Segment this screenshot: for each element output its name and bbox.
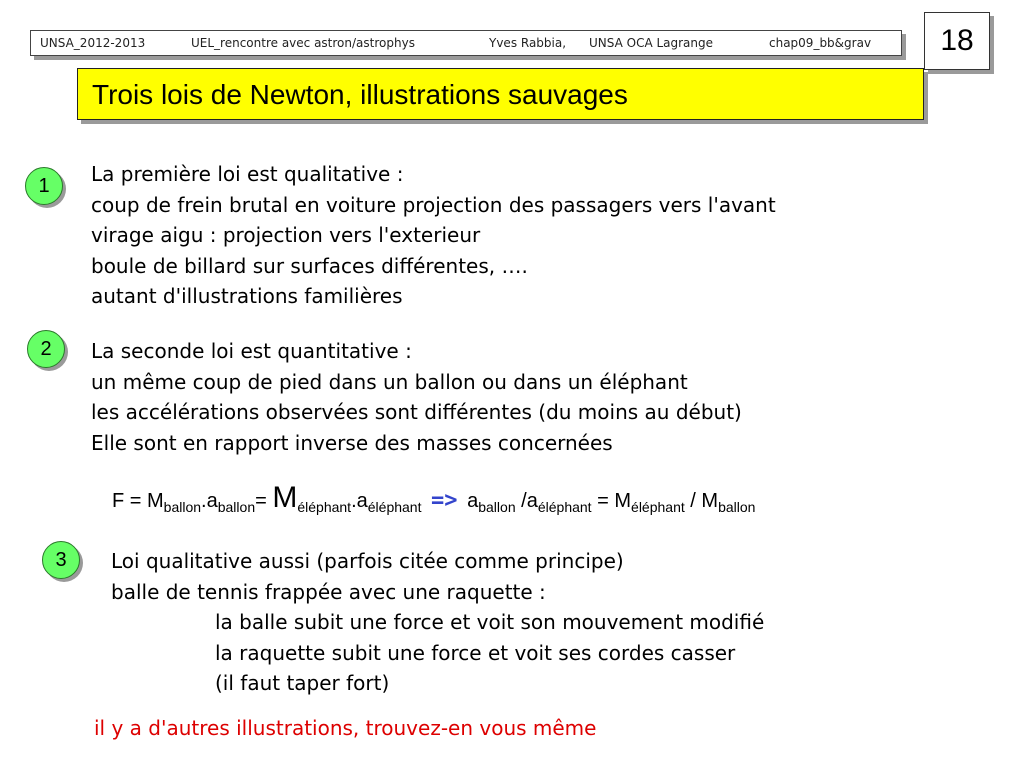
formula-sub: ballon: [217, 499, 256, 515]
formula-part: =: [255, 490, 273, 512]
formula-part: .a: [351, 490, 368, 512]
section-3-line: balle de tennis frappée avec une raquette :: [111, 579, 546, 604]
section-2-line: Elle sont en rapport inverse des masses concernées: [91, 430, 613, 455]
formula-sub: ballon: [163, 499, 202, 515]
formula-sub: éléphant: [367, 499, 422, 515]
section-1-badge: 1: [25, 167, 63, 205]
formula-sub: éléphant: [631, 499, 685, 515]
header-course: UNSA_2012-2013: [40, 36, 146, 50]
section-2-line: La seconde loi est quantitative :: [91, 339, 412, 363]
slide-title: Trois lois de Newton, illustrations sauvages: [77, 68, 924, 120]
formula-part: / M: [684, 490, 719, 512]
section-1-line: autant d'illustrations familières: [91, 284, 403, 308]
header-author: Yves Rabbia,: [489, 36, 567, 50]
section-2-badge: 2: [27, 330, 65, 368]
section-1-line: coup de frein brutal en voiture projection des passagers vers l'avant: [91, 192, 776, 217]
formula-part: a: [467, 490, 479, 512]
section-3-line: Loi qualitative aussi (parfois citée comme principe): [111, 549, 624, 573]
section-3-line: (il faut taper fort): [215, 671, 390, 695]
implies-arrow: =>: [431, 488, 458, 513]
section-2-text: [91, 336, 742, 458]
formula-part: /a: [515, 490, 538, 512]
formula-sub: éléphant: [537, 499, 592, 515]
newton-formula: [112, 478, 755, 527]
footer-note: il y a d'autres illustrations, trouvez-en vous même: [94, 716, 597, 740]
section-1-line: virage aigu : projection vers l'exterieur: [91, 223, 481, 247]
section-1-line: boule de billard sur surfaces différentes, ….: [91, 253, 528, 278]
header-institution: UNSA OCA Lagrange: [589, 36, 714, 50]
section-3-text: [111, 546, 764, 699]
formula-sub: éléphant: [297, 499, 352, 515]
section-1-line: La première loi est qualitative :: [91, 162, 404, 186]
section-3-line: la raquette subit une force et voit ses cordes casser: [215, 640, 736, 665]
section-2-line: un même coup de pied dans un ballon ou dans un éléphant: [91, 369, 688, 394]
header-module: UEL_rencontre avec astron/astrophys: [191, 36, 415, 50]
formula-big-m: M: [272, 481, 298, 514]
formula-part: F = M: [112, 490, 164, 512]
formula-sub: ballon: [478, 499, 516, 515]
formula-part: .a: [201, 490, 218, 512]
header-bar: [30, 30, 902, 56]
section-2-line: les accélérations observées sont différentes (du moins au début): [91, 400, 742, 424]
page-number: 18: [924, 12, 990, 70]
section-1-text: [91, 159, 776, 312]
section-3-badge: 3: [42, 541, 80, 579]
header-chapter: chap09_bb&grav: [769, 36, 872, 50]
section-3-line: la balle subit une force et voit son mouvement modifié: [215, 610, 765, 634]
formula-part: = M: [591, 490, 632, 512]
formula-sub: ballon: [718, 499, 756, 515]
